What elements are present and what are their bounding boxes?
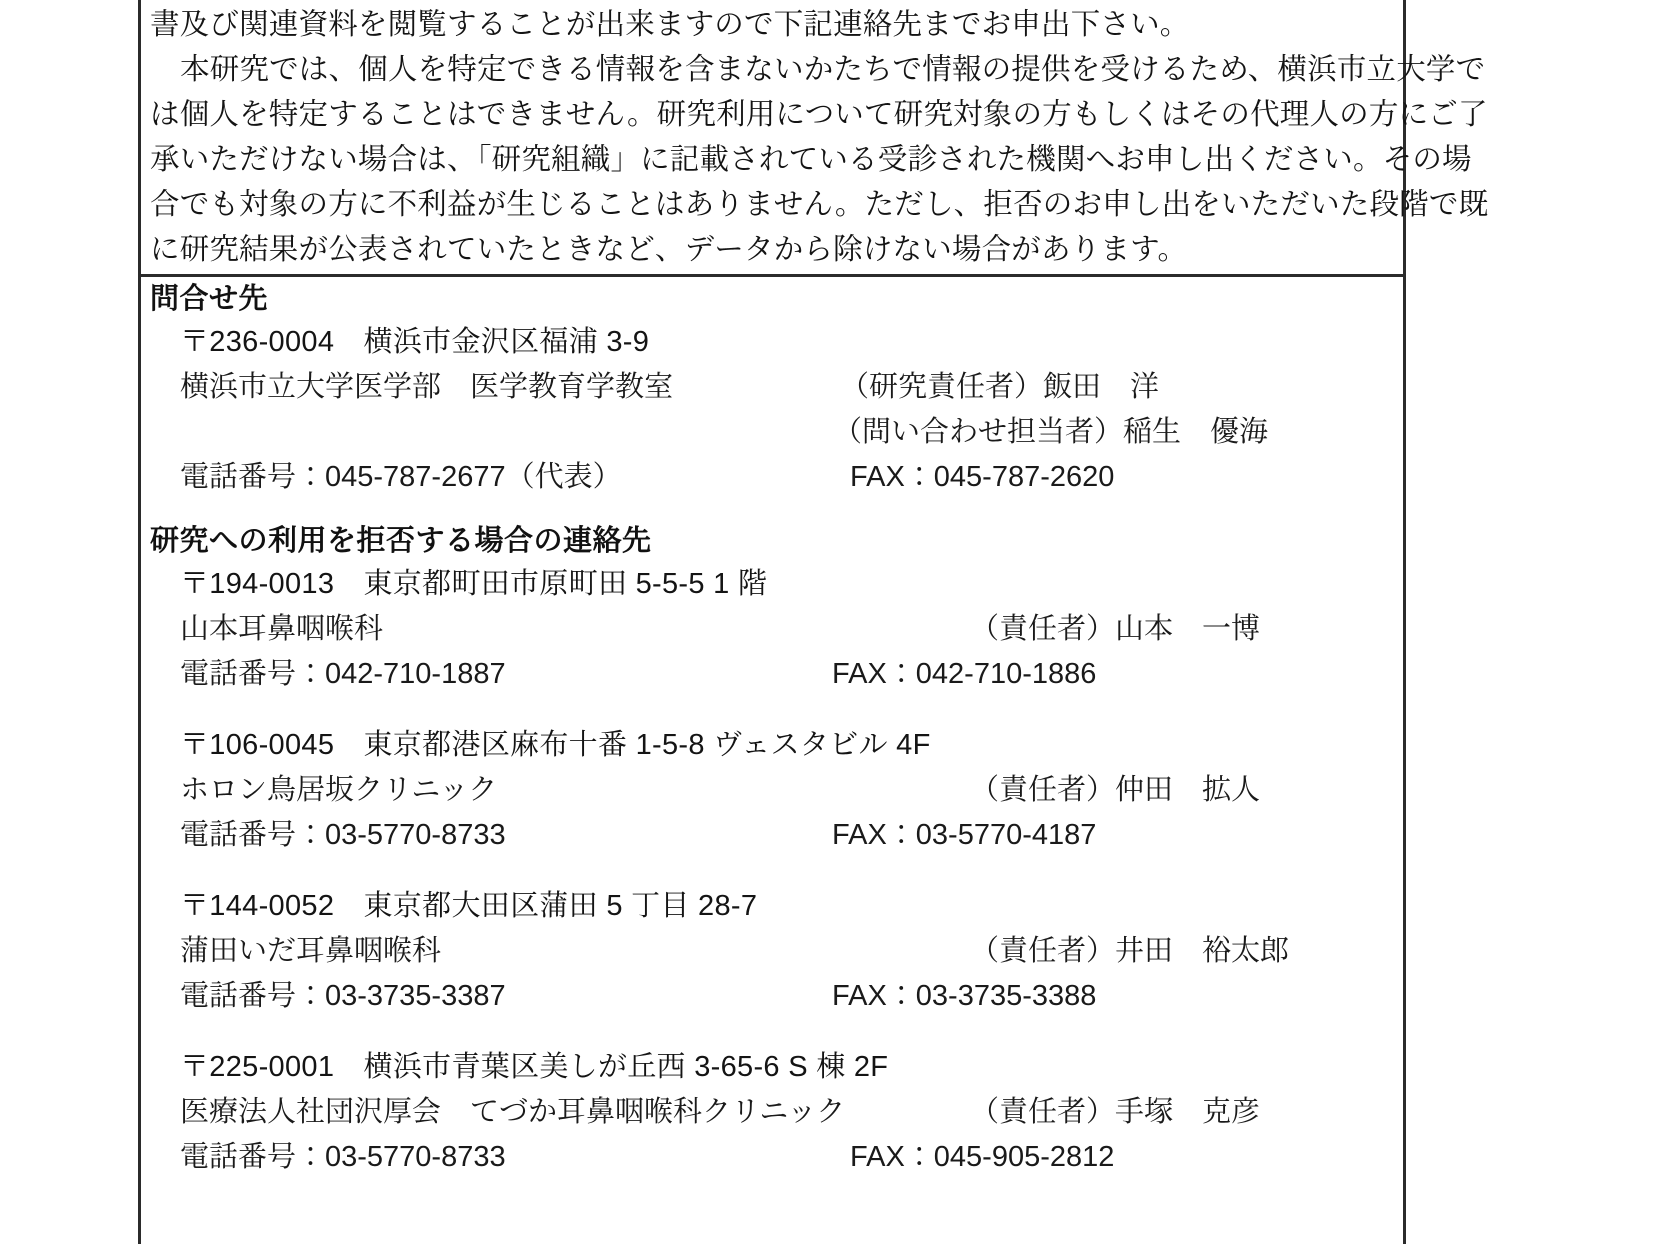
clinic-responsible-person: （責任者）手塚 克彦 [970,1096,1261,1128]
paragraph-line: 合でも対象の方に不利益が生じることはありません。ただし、拒否のお申し出をいただいた段階で既 [150,188,1489,221]
clinic-telephone: 電話番号：03-3735-3387 [180,980,506,1012]
clinic-name-row [150,929,1396,974]
paragraph-line: に研究結果が公表されていたときなど、データから除けない場合があります。 [150,233,1188,266]
clinic-spacer [150,858,1396,884]
clinic-name: 医療法人社団沢厚会 てづか耳鼻咽喉科クリニック [180,1096,846,1128]
clinic-name-row [150,607,1396,652]
clinic-postal-address: 〒106-0045 東京都港区麻布十番 1-5-8 ヴェスタビル 4F [180,729,931,761]
refusal-section-title: 研究への利用を拒否する場合の連絡先 [150,525,652,557]
clinic-name: 蒲田いだ耳鼻咽喉科 [180,935,442,967]
clinic-fax: FAX：03-5770-4187 [832,819,1097,851]
clinic-fax: FAX：042-710-1886 [832,658,1097,690]
inquiry-organization-row [150,365,1396,410]
clinic-tel-fax-row [150,974,1396,1019]
inquiry-telephone: 電話番号：045-787-2677（代表） [180,461,622,493]
clinic-tel-fax-row [150,1135,1396,1180]
clinic-fax: FAX：03-3735-3388 [832,980,1097,1012]
clinic-telephone: 電話番号：03-5770-8733 [180,819,506,851]
inquiry-section [150,278,1396,500]
clinic-tel-fax-row [150,652,1396,697]
clinic-spacer [150,697,1396,723]
clinic-name: ホロン鳥居坂クリニック [180,774,498,806]
clinic-responsible-person: （責任者）仲田 拡人 [970,774,1261,806]
clinic-telephone: 電話番号：042-710-1887 [180,658,506,690]
clinic-entry [150,562,1396,697]
inquiry-contact-person: （問い合わせ担当者）稲生 優海 [833,416,1269,448]
paragraph-line: 本研究では、個人を特定できる情報を含まないかたちで情報の提供を受けるため、横浜市立大学で [180,53,1486,86]
inquiry-tel-fax-row [150,455,1396,500]
clinic-entry [150,1045,1396,1180]
clinic-telephone: 電話番号：03-5770-8733 [180,1141,506,1173]
paragraph-line: は個人を特定することはできません。研究利用について研究対象の方もしくはその代理人の方にご了 [150,98,1488,131]
clinic-responsible-person: （責任者）山本 一博 [970,613,1261,645]
clinic-spacer [150,1019,1396,1045]
refusal-section [150,520,1396,1180]
intro-paragraph-block [150,2,1489,272]
clinic-entry [150,884,1396,1019]
section-divider [138,274,1406,277]
inquiry-postal-address: 〒236-0004 横浜市金沢区福浦 3-9 [180,326,650,358]
clinic-name-row [150,768,1396,813]
clinic-entry [150,723,1396,858]
inquiry-section-title: 問合せ先 [150,283,269,315]
inquiry-responsible-person: （研究責任者）飯田 洋 [840,371,1160,403]
clinic-name: 山本耳鼻咽喉科 [180,613,384,645]
clinic-responsible-person: （責任者）井田 裕太郎 [970,935,1290,967]
clinic-postal-address: 〒225-0001 横浜市青葉区美しが丘西 3-65-6 S 棟 2F [180,1051,889,1083]
paragraph-line: 書及び関連資料を閲覧することが出来ますので下記連絡先までお申出下さい。 [150,8,1190,41]
paragraph-line: 承いただけない場合は、「研究組織」に記載されている受診された機関へお申し出ください。その場 [150,143,1472,176]
clinic-postal-address: 〒144-0052 東京都大田区蒲田 5 丁目 28-7 [180,890,758,922]
clinic-fax: FAX：045-905-2812 [850,1141,1115,1173]
inquiry-organization: 横浜市立大学医学部 医学教育学教室 [180,371,674,403]
inquiry-contact-person-row [150,410,1396,455]
clinic-postal-address: 〒194-0013 東京都町田市原町田 5-5-5 1 階 [180,568,768,600]
clinic-name-row [150,1090,1396,1135]
inquiry-fax: FAX：045-787-2620 [850,461,1115,493]
clinic-tel-fax-row [150,813,1396,858]
